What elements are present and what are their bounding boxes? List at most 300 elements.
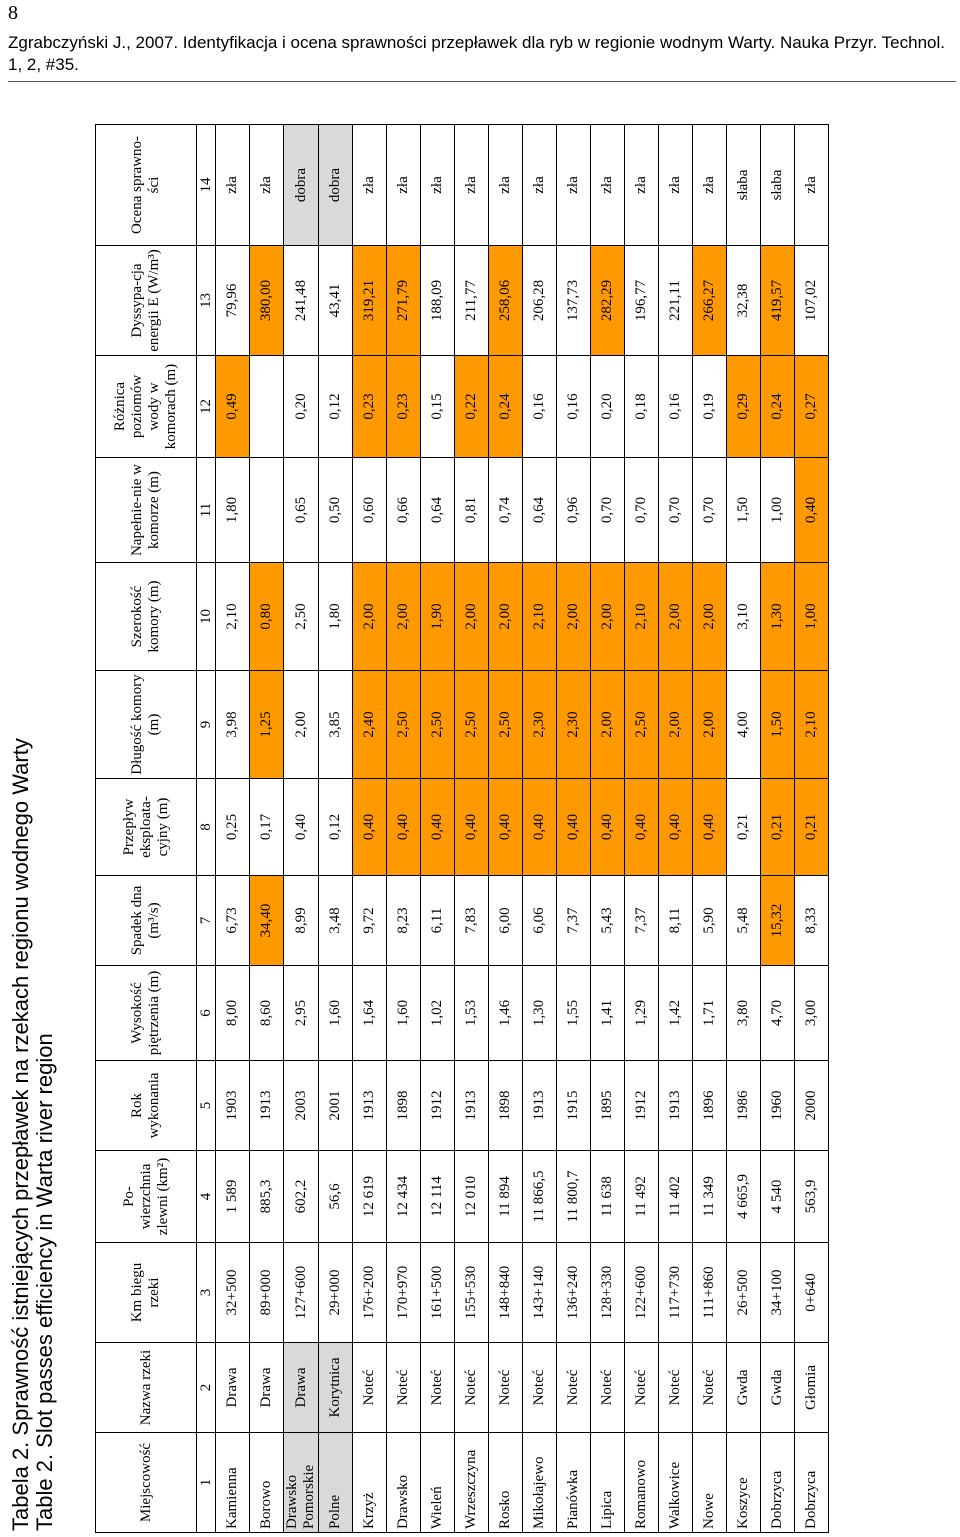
table-row — [523, 125, 557, 1533]
table-cell: Noteć — [523, 1343, 557, 1433]
table-cell: 1,60 — [319, 966, 353, 1061]
table-cell: 2,10 — [795, 671, 829, 779]
table-cell: 161+500 — [421, 1243, 455, 1343]
table-cell: 176+200 — [353, 1243, 387, 1343]
table-cell: 0,40 — [693, 779, 727, 876]
table-row — [353, 125, 387, 1533]
table-cell: zła — [216, 125, 250, 246]
table-cell: 43,41 — [319, 246, 353, 356]
table-cell: 2,00 — [387, 563, 421, 671]
table-cell: 1,90 — [421, 563, 455, 671]
table-cell: 5,43 — [591, 876, 625, 966]
table-cell: 0,16 — [557, 356, 591, 458]
table-cell: 0,19 — [693, 356, 727, 458]
table-cell: 11 866,5 — [523, 1151, 557, 1243]
table-cell: 282,29 — [591, 246, 625, 356]
table-cell: Nowe — [693, 1433, 727, 1533]
table-cell: zła — [523, 125, 557, 246]
table-cell: 2,00 — [693, 563, 727, 671]
table-cell: 6,11 — [421, 876, 455, 966]
table-row — [761, 125, 795, 1533]
table-cell: Walkowice — [659, 1433, 693, 1533]
table-cell: 0,40 — [591, 779, 625, 876]
table-cell: 6,06 — [523, 876, 557, 966]
table-cell: Głomia — [795, 1343, 829, 1433]
table-cell: 1,80 — [319, 563, 353, 671]
column-number: 6 — [197, 966, 216, 1061]
table-cell: 3,10 — [727, 563, 761, 671]
table-cell: 0,96 — [557, 458, 591, 563]
table-cell: 0,74 — [489, 458, 523, 563]
table-cell: 32,38 — [727, 246, 761, 356]
table-cell: 206,28 — [523, 246, 557, 356]
table-cell: 1898 — [489, 1061, 523, 1151]
table-cell: 1,64 — [353, 966, 387, 1061]
table-cell: 137,73 — [557, 246, 591, 356]
table-cell: Drawsko Pomorskie — [284, 1433, 319, 1533]
table-cell: 4 665,9 — [727, 1151, 761, 1243]
table-cell: 2,30 — [557, 671, 591, 779]
table-cell: 1,55 — [557, 966, 591, 1061]
table-cell: 2000 — [795, 1061, 829, 1151]
table-cell: 122+600 — [625, 1243, 659, 1343]
table-row — [795, 125, 829, 1533]
table-cell: Wieleń — [421, 1433, 455, 1533]
table-cell: 7,37 — [557, 876, 591, 966]
column-number: 11 — [197, 458, 216, 563]
column-header: Szerokość komory (m) — [96, 563, 197, 671]
table-cell: 6,73 — [216, 876, 250, 966]
table-cell: 2,50 — [625, 671, 659, 779]
table-cell: 0,40 — [353, 779, 387, 876]
table-cell: 0,81 — [455, 458, 489, 563]
table-cell: 0,24 — [489, 356, 523, 458]
column-number: 7 — [197, 876, 216, 966]
table-cell: 0,70 — [659, 458, 693, 563]
table-cell: 0,40 — [625, 779, 659, 876]
efficiency-table — [95, 124, 829, 1533]
table-cell: 0,40 — [455, 779, 489, 876]
table-cell: 1,50 — [727, 458, 761, 563]
table-cell: zła — [421, 125, 455, 246]
table-cell: 2,00 — [557, 563, 591, 671]
table-cell: 258,06 — [489, 246, 523, 356]
table-cell: 1,80 — [216, 458, 250, 563]
table-cell: 3,80 — [727, 966, 761, 1061]
table-cell: 0,16 — [659, 356, 693, 458]
table-cell: Noteć — [591, 1343, 625, 1433]
table-cell: 0,15 — [421, 356, 455, 458]
table-cell: 211,77 — [455, 246, 489, 356]
table-row — [387, 125, 421, 1533]
table-cell: 1,29 — [625, 966, 659, 1061]
table-cell: 32+500 — [216, 1243, 250, 1343]
table-cell: 1913 — [353, 1061, 387, 1151]
table-cell: 196,77 — [625, 246, 659, 356]
table-cell: słaba — [727, 125, 761, 246]
table-cell: 0,50 — [319, 458, 353, 563]
column-header: Wysokość piętrzenia (m) — [96, 966, 197, 1061]
table-cell: 0,21 — [727, 779, 761, 876]
table-cell: 0+640 — [795, 1243, 829, 1343]
column-header: Nazwa rzeki — [96, 1343, 197, 1433]
table-cell: 0,17 — [250, 779, 284, 876]
table-cell: 885,3 — [250, 1151, 284, 1243]
table-cell: 2,00 — [284, 671, 319, 779]
table-cell: 1,00 — [795, 563, 829, 671]
table-cell: Koszyce — [727, 1433, 761, 1533]
page-number: 8 — [8, 2, 18, 24]
table-cell: 221,11 — [659, 246, 693, 356]
table-caption-pl: Tabela 2. Sprawność istniejących przepławek na rzekach regionu wodnego Warty — [8, 738, 33, 1531]
table-cell: 170+970 — [387, 1243, 421, 1343]
column-header: Przepływ eksploata-cyjny (m) — [96, 779, 197, 876]
table-cell: 12 114 — [421, 1151, 455, 1243]
table-cell: 0,21 — [795, 779, 829, 876]
table-cell: Lipica — [591, 1433, 625, 1533]
column-header: Rok wykonania — [96, 1061, 197, 1151]
table-cell: 4,00 — [727, 671, 761, 779]
table-cell: 8,99 — [284, 876, 319, 966]
table-cell: 0,40 — [387, 779, 421, 876]
column-number: 2 — [197, 1343, 216, 1433]
table-cell: 319,21 — [353, 246, 387, 356]
table-row — [421, 125, 455, 1533]
table-cell: 1896 — [693, 1061, 727, 1151]
table-cell: Romanowo — [625, 1433, 659, 1533]
table-cell: 0,40 — [523, 779, 557, 876]
table-cell: 1,00 — [761, 458, 795, 563]
table-cell: 0,23 — [387, 356, 421, 458]
table-cell: 155+530 — [455, 1243, 489, 1343]
column-header: Napełnie-nie w komorze (m) — [96, 458, 197, 563]
table-cell: 2,00 — [693, 671, 727, 779]
table-cell: zła — [387, 125, 421, 246]
table-cell: zła — [489, 125, 523, 246]
table-cell: 380,00 — [250, 246, 284, 356]
column-header: Spadek dna (m³/s) — [96, 876, 197, 966]
table-cell: Kamienna — [216, 1433, 250, 1533]
table-cell: Noteć — [489, 1343, 523, 1433]
table-cell: 0,12 — [319, 356, 353, 458]
table-cell: 9,72 — [353, 876, 387, 966]
table-cell: zła — [557, 125, 591, 246]
table-cell: 0,70 — [591, 458, 625, 563]
table-cell: 1,41 — [591, 966, 625, 1061]
table-cell: 1913 — [659, 1061, 693, 1151]
column-header: Dyssypa-cja energii E (W/m³) — [96, 246, 197, 356]
table-cell: 0,40 — [557, 779, 591, 876]
table-cell: 3,85 — [319, 671, 353, 779]
table-cell: 7,83 — [455, 876, 489, 966]
table-cell: 8,33 — [795, 876, 829, 966]
table-cell: 0,40 — [795, 458, 829, 563]
column-number: 12 — [197, 356, 216, 458]
table-cell: Korytnica — [319, 1343, 353, 1433]
table-cell: 8,00 — [216, 966, 250, 1061]
table-cell: Gwda — [761, 1343, 795, 1433]
table-cell: 602,2 — [284, 1151, 319, 1243]
table-cell: dobra — [319, 125, 353, 246]
table-cell: 11 638 — [591, 1151, 625, 1243]
table-cell: 2,10 — [216, 563, 250, 671]
table-cell: zła — [455, 125, 489, 246]
table-cell: 128+330 — [591, 1243, 625, 1343]
table-cell: 107,02 — [795, 246, 829, 356]
table-cell: zła — [250, 125, 284, 246]
table-cell: 2,50 — [284, 563, 319, 671]
table-cell: zła — [591, 125, 625, 246]
table-cell: 2,10 — [625, 563, 659, 671]
table-cell: 1986 — [727, 1061, 761, 1151]
table-cell: 0,23 — [353, 356, 387, 458]
table-cell: 0,70 — [625, 458, 659, 563]
table-cell: 0,70 — [693, 458, 727, 563]
table-cell: 0,64 — [523, 458, 557, 563]
table-cell: Pianówka — [557, 1433, 591, 1533]
table-cell: 143+140 — [523, 1243, 557, 1343]
table-cell: 1960 — [761, 1061, 795, 1151]
table-cell: 1,42 — [659, 966, 693, 1061]
table-cell: 2,10 — [523, 563, 557, 671]
table-row — [693, 125, 727, 1533]
table-row — [319, 125, 353, 1533]
column-header: Długość komory (m) — [96, 671, 197, 779]
table-cell: 34,40 — [250, 876, 284, 966]
table-cell: 188,09 — [421, 246, 455, 356]
table-cell: 0,16 — [523, 356, 557, 458]
table-cell: słaba — [761, 125, 795, 246]
table-row — [489, 125, 523, 1533]
table-cell: 2,95 — [284, 966, 319, 1061]
table-cell: 1,02 — [421, 966, 455, 1061]
table-cell: Rosko — [489, 1433, 523, 1533]
table-cell: 0,29 — [727, 356, 761, 458]
table-cell: 2,00 — [455, 563, 489, 671]
table-cell: 34+100 — [761, 1243, 795, 1343]
table-cell: 0,40 — [421, 779, 455, 876]
table-cell: 0,22 — [455, 356, 489, 458]
table-cell: 1898 — [387, 1061, 421, 1151]
table-cell: 117+730 — [659, 1243, 693, 1343]
table-cell: 1,60 — [387, 966, 421, 1061]
table-cell: 1913 — [523, 1061, 557, 1151]
table-cell: 3,00 — [795, 966, 829, 1061]
table-cell: 4,70 — [761, 966, 795, 1061]
table-caption-en: Table 2. Slot passes efficiency in Warta river region — [32, 1033, 57, 1531]
table-cell: Gwda — [727, 1343, 761, 1433]
table-cell: 1912 — [421, 1061, 455, 1151]
table-cell: 56,6 — [319, 1151, 353, 1243]
table-cell: 0,64 — [421, 458, 455, 563]
table-cell: 3,98 — [216, 671, 250, 779]
table-cell: Dobrzyca — [761, 1433, 795, 1533]
table-cell: 2,50 — [387, 671, 421, 779]
table-cell: 2,00 — [353, 563, 387, 671]
column-number-row — [197, 125, 216, 1533]
column-number: 14 — [197, 125, 216, 246]
table-cell: dobra — [284, 125, 319, 246]
table-cell: zła — [795, 125, 829, 246]
table-cell: 3,48 — [319, 876, 353, 966]
table-cell: 1,46 — [489, 966, 523, 1061]
table-cell: Krzyż — [353, 1433, 387, 1533]
table-cell: 2,00 — [591, 563, 625, 671]
table-cell: 8,60 — [250, 966, 284, 1061]
table-cell: 241,48 — [284, 246, 319, 356]
table-row — [557, 125, 591, 1533]
table-cell: 1,30 — [523, 966, 557, 1061]
table-cell: 136+240 — [557, 1243, 591, 1343]
table-row — [284, 125, 319, 1533]
table-cell: 419,57 — [761, 246, 795, 356]
table-cell: 0,66 — [387, 458, 421, 563]
citation: Zgrabczyński J., 2007. Identyfikacja i ocena sprawności przepławek dla ryb w regionie wodnym Warty. Nauka Przyr. Technol. 1, 2, #35. — [8, 33, 945, 74]
table-cell: 111+860 — [693, 1243, 727, 1343]
table-cell: 11 492 — [625, 1151, 659, 1243]
table-cell: 12 434 — [387, 1151, 421, 1243]
table-cell: Drawa — [250, 1343, 284, 1433]
table-cell: 1,25 — [250, 671, 284, 779]
table-cell: 4 540 — [761, 1151, 795, 1243]
table-cell: 1912 — [625, 1061, 659, 1151]
table-cell: 2,40 — [353, 671, 387, 779]
column-number: 4 — [197, 1151, 216, 1243]
table-cell: Borowo — [250, 1433, 284, 1533]
table-cell: 1,71 — [693, 966, 727, 1061]
table-cell: 266,27 — [693, 246, 727, 356]
table-cell: 2003 — [284, 1061, 319, 1151]
table-cell: 2,00 — [591, 671, 625, 779]
table-cell: Noteć — [455, 1343, 489, 1433]
table-row — [250, 125, 284, 1533]
table-row — [659, 125, 693, 1533]
table-cell: 1913 — [250, 1061, 284, 1151]
table-cell: Noteć — [557, 1343, 591, 1433]
table-cell: 5,48 — [727, 876, 761, 966]
column-number: 1 — [197, 1433, 216, 1533]
table-cell: Noteć — [387, 1343, 421, 1433]
table-cell: 29+000 — [319, 1243, 353, 1343]
table-cell: 11 800,7 — [557, 1151, 591, 1243]
table-cell: 148+840 — [489, 1243, 523, 1343]
table-cell: 2,50 — [489, 671, 523, 779]
table-cell: 2,00 — [659, 671, 693, 779]
table-cell: zła — [693, 125, 727, 246]
table-cell: 6,00 — [489, 876, 523, 966]
column-number: 8 — [197, 779, 216, 876]
table-row — [625, 125, 659, 1533]
table-cell: 0,18 — [625, 356, 659, 458]
column-number: 5 — [197, 1061, 216, 1151]
table-cell: 0,49 — [216, 356, 250, 458]
table-cell: 26+500 — [727, 1243, 761, 1343]
table-cell: Noteć — [659, 1343, 693, 1433]
table-cell: 0,60 — [353, 458, 387, 563]
table-cell — [250, 356, 284, 458]
table-cell: Dobrzyca — [795, 1433, 829, 1533]
table-cell: 15,32 — [761, 876, 795, 966]
table-cell: 1,53 — [455, 966, 489, 1061]
table-cell: 11 402 — [659, 1151, 693, 1243]
table-cell: 1903 — [216, 1061, 250, 1151]
table-cell: 1,50 — [761, 671, 795, 779]
table-row — [455, 125, 489, 1533]
table-cell: Drawa — [284, 1343, 319, 1433]
column-number: 10 — [197, 563, 216, 671]
table-cell: 563,9 — [795, 1151, 829, 1243]
column-header: Km biegu rzeki — [96, 1243, 197, 1343]
table-cell: zła — [625, 125, 659, 246]
table-cell: Wrzeszczyna — [455, 1433, 489, 1533]
table-cell: 0,24 — [761, 356, 795, 458]
table-cell: 0,27 — [795, 356, 829, 458]
table-cell: 1,30 — [761, 563, 795, 671]
table-cell: 0,21 — [761, 779, 795, 876]
table-cell: Noteć — [421, 1343, 455, 1433]
column-number: 3 — [197, 1243, 216, 1343]
table-cell: Mikołajewo — [523, 1433, 557, 1533]
table-cell: 1 589 — [216, 1151, 250, 1243]
table-cell: 8,23 — [387, 876, 421, 966]
table-cell: 79,96 — [216, 246, 250, 356]
table-cell: 2001 — [319, 1061, 353, 1151]
table-cell: Noteć — [693, 1343, 727, 1433]
table-cell: 1913 — [455, 1061, 489, 1151]
table-cell: 2,50 — [455, 671, 489, 779]
table-cell: 0,12 — [319, 779, 353, 876]
table-row — [591, 125, 625, 1533]
table-cell: 8,11 — [659, 876, 693, 966]
table-cell: Drawsko — [387, 1433, 421, 1533]
table-row — [216, 125, 250, 1533]
table-cell: zła — [659, 125, 693, 246]
table-cell: Noteć — [353, 1343, 387, 1433]
table-cell: Drawa — [216, 1343, 250, 1433]
header-row — [96, 125, 197, 1533]
column-header: Ocena sprawno-ści — [96, 125, 197, 246]
column-number: 13 — [197, 246, 216, 356]
table-cell: 7,37 — [625, 876, 659, 966]
table-cell: 12 010 — [455, 1151, 489, 1243]
table-row — [727, 125, 761, 1533]
table-cell: 5,90 — [693, 876, 727, 966]
table-cell: 2,00 — [489, 563, 523, 671]
table-cell: 271,79 — [387, 246, 421, 356]
table-cell: 127+600 — [284, 1243, 319, 1343]
table-cell: 11 894 — [489, 1151, 523, 1243]
table-body — [216, 125, 829, 1533]
table-cell: 0,40 — [489, 779, 523, 876]
column-header: Różnica poziomów wody w komorach (m) — [96, 356, 197, 458]
table-cell: 11 349 — [693, 1151, 727, 1243]
table-cell: 0,20 — [284, 356, 319, 458]
table-cell: 0,40 — [659, 779, 693, 876]
table-cell: 1915 — [557, 1061, 591, 1151]
table-cell: 0,20 — [591, 356, 625, 458]
column-header: Miejscowość — [96, 1433, 197, 1533]
column-header: Po-wierzchnia zlewni (km²) — [96, 1151, 197, 1243]
table-cell: 0,25 — [216, 779, 250, 876]
table-cell: 1895 — [591, 1061, 625, 1151]
table-cell: 12 619 — [353, 1151, 387, 1243]
table-cell: 2,50 — [421, 671, 455, 779]
table-cell: 0,40 — [284, 779, 319, 876]
table-cell: Noteć — [625, 1343, 659, 1433]
table-cell: zła — [353, 125, 387, 246]
table-cell — [250, 458, 284, 563]
table-cell: Polne — [319, 1433, 353, 1533]
